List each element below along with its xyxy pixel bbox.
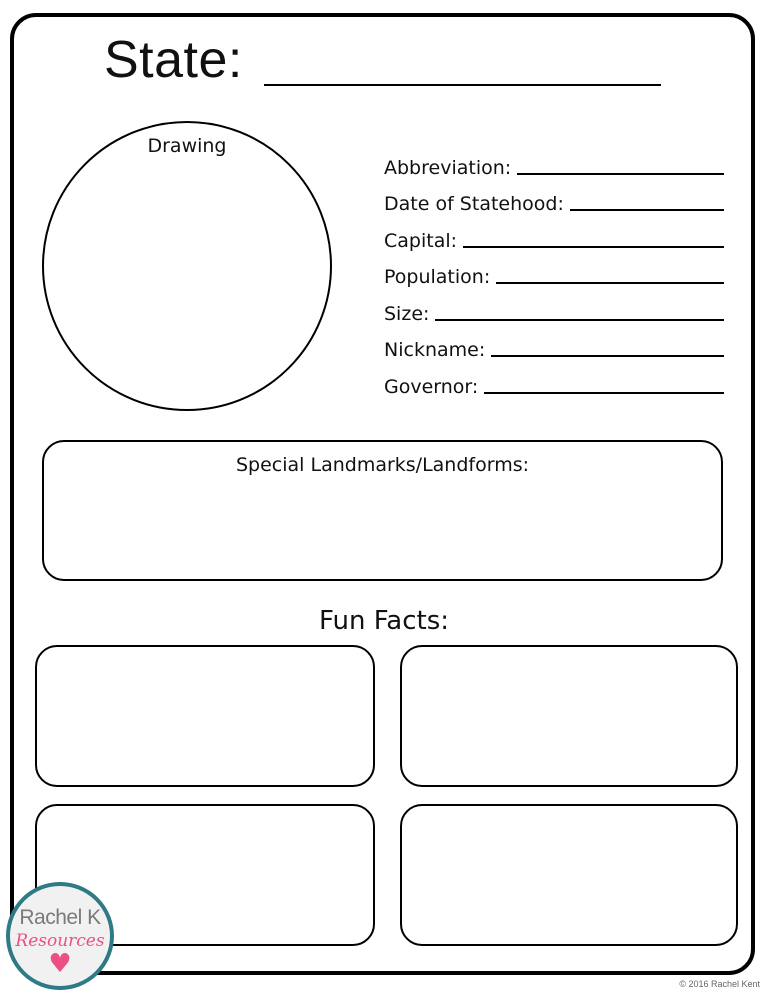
state-name-blank[interactable]	[264, 84, 661, 86]
field-governor	[384, 363, 724, 400]
fun-fact-box-4[interactable]	[400, 804, 738, 946]
field-size	[384, 290, 724, 327]
field-nickname	[384, 327, 724, 364]
logo-subtitle: Resources	[15, 931, 105, 951]
copyright-notice: © 2016 Rachel Kent	[679, 979, 760, 989]
capital-blank[interactable]	[463, 246, 724, 248]
field-label: Population:	[384, 266, 491, 288]
field-date-of-statehood	[384, 181, 724, 218]
field-label: Abbreviation:	[384, 156, 512, 179]
brand-logo	[6, 882, 114, 990]
fun-fact-box-1[interactable]	[35, 645, 375, 787]
landmarks-box[interactable]	[42, 440, 723, 581]
field-capital	[384, 217, 724, 254]
landmarks-label: Special Landmarks/Landforms:	[235, 454, 530, 476]
population-blank[interactable]	[496, 282, 724, 284]
state-title: State:	[104, 31, 243, 89]
field-label: Size:	[384, 302, 430, 325]
abbreviation-blank[interactable]	[517, 173, 724, 175]
field-label: Capital:	[384, 229, 458, 252]
field-label: Governor:	[384, 375, 479, 398]
field-label: Date of Statehood:	[384, 193, 564, 215]
nickname-blank[interactable]	[491, 355, 724, 357]
governor-blank[interactable]	[484, 392, 724, 394]
field-abbreviation	[384, 144, 724, 181]
heart-icon: ♥	[48, 949, 72, 979]
fun-fact-box-2[interactable]	[400, 645, 738, 787]
drawing-area[interactable]	[42, 121, 332, 411]
drawing-label: Drawing	[147, 135, 227, 157]
field-label: Nickname:	[384, 339, 486, 361]
fun-facts-title: Fun Facts:	[318, 606, 450, 636]
size-blank[interactable]	[435, 319, 724, 321]
state-facts-fields	[384, 144, 724, 400]
field-population	[384, 254, 724, 291]
date-of-statehood-blank[interactable]	[570, 209, 724, 211]
logo-name: Rachel K	[19, 906, 101, 929]
